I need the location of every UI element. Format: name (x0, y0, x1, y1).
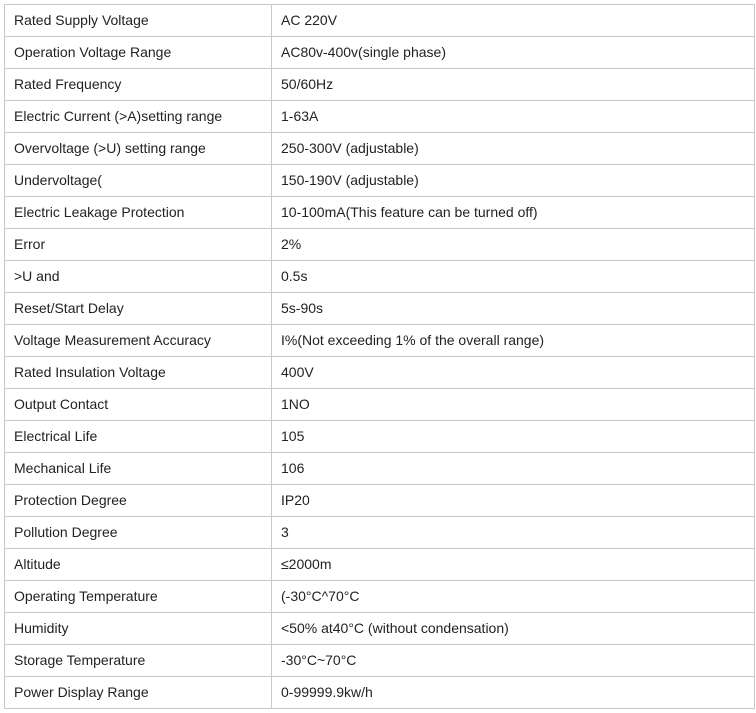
spec-row (5, 261, 755, 293)
spec-row (5, 613, 755, 645)
spec-row (5, 645, 755, 677)
spec-row (5, 5, 755, 37)
spec-value: 10-100mA(This feature can be turned off) (272, 197, 755, 229)
spec-row (5, 165, 755, 197)
spec-value: 250-300V (adjustable) (272, 133, 755, 165)
spec-label: Electric Current (>A)setting range (5, 101, 272, 133)
spec-value: 0-99999.9kw/h (272, 677, 755, 709)
spec-row (5, 325, 755, 357)
spec-value: (-30°C^70°C (272, 581, 755, 613)
spec-row (5, 37, 755, 69)
spec-row (5, 293, 755, 325)
spec-label: Error (5, 229, 272, 261)
spec-value: 5s-90s (272, 293, 755, 325)
spec-label: Operation Voltage Range (5, 37, 272, 69)
spec-value: 2% (272, 229, 755, 261)
spec-value: 50/60Hz (272, 69, 755, 101)
spec-value: 3 (272, 517, 755, 549)
spec-row (5, 101, 755, 133)
spec-row (5, 229, 755, 261)
spec-value: 106 (272, 453, 755, 485)
spec-row (5, 677, 755, 709)
spec-row (5, 197, 755, 229)
spec-value: 1-63A (272, 101, 755, 133)
spec-label: Humidity (5, 613, 272, 645)
spec-row (5, 517, 755, 549)
spec-label: Mechanical Life (5, 453, 272, 485)
spec-label: Pollution Degree (5, 517, 272, 549)
spec-row (5, 357, 755, 389)
spec-label: Output Contact (5, 389, 272, 421)
spec-value: <50% at40°C (without condensation) (272, 613, 755, 645)
spec-value: I%(Not exceeding 1% of the overall range) (272, 325, 755, 357)
spec-row (5, 421, 755, 453)
spec-value: AC 220V (272, 5, 755, 37)
spec-row (5, 69, 755, 101)
spec-row (5, 389, 755, 421)
spec-label: Protection Degree (5, 485, 272, 517)
spec-label: Storage Temperature (5, 645, 272, 677)
spec-value: -30°C~70°C (272, 645, 755, 677)
spec-value: IP20 (272, 485, 755, 517)
spec-value: AC80v-400v(single phase) (272, 37, 755, 69)
spec-label: Electric Leakage Protection (5, 197, 272, 229)
spec-label: Overvoltage (>U) setting range (5, 133, 272, 165)
spec-value: 150-190V (adjustable) (272, 165, 755, 197)
spec-label: Undervoltage( (5, 165, 272, 197)
spec-label: >U and (5, 261, 272, 293)
spec-value: 105 (272, 421, 755, 453)
spec-row (5, 485, 755, 517)
spec-table-body (5, 5, 755, 709)
spec-label: Voltage Measurement Accuracy (5, 325, 272, 357)
spec-value: 400V (272, 357, 755, 389)
spec-label: Electrical Life (5, 421, 272, 453)
spec-value: ≤2000m (272, 549, 755, 581)
spec-label: Power Display Range (5, 677, 272, 709)
spec-label: Altitude (5, 549, 272, 581)
spec-row (5, 133, 755, 165)
spec-label: Rated Supply Voltage (5, 5, 272, 37)
spec-label: Rated Frequency (5, 69, 272, 101)
spec-label: Operating Temperature (5, 581, 272, 613)
spec-row (5, 581, 755, 613)
spec-row (5, 549, 755, 581)
spec-label: Rated Insulation Voltage (5, 357, 272, 389)
spec-value: 0.5s (272, 261, 755, 293)
spec-row (5, 453, 755, 485)
spec-label: Reset/Start Delay (5, 293, 272, 325)
spec-value: 1NO (272, 389, 755, 421)
spec-table (4, 4, 755, 709)
